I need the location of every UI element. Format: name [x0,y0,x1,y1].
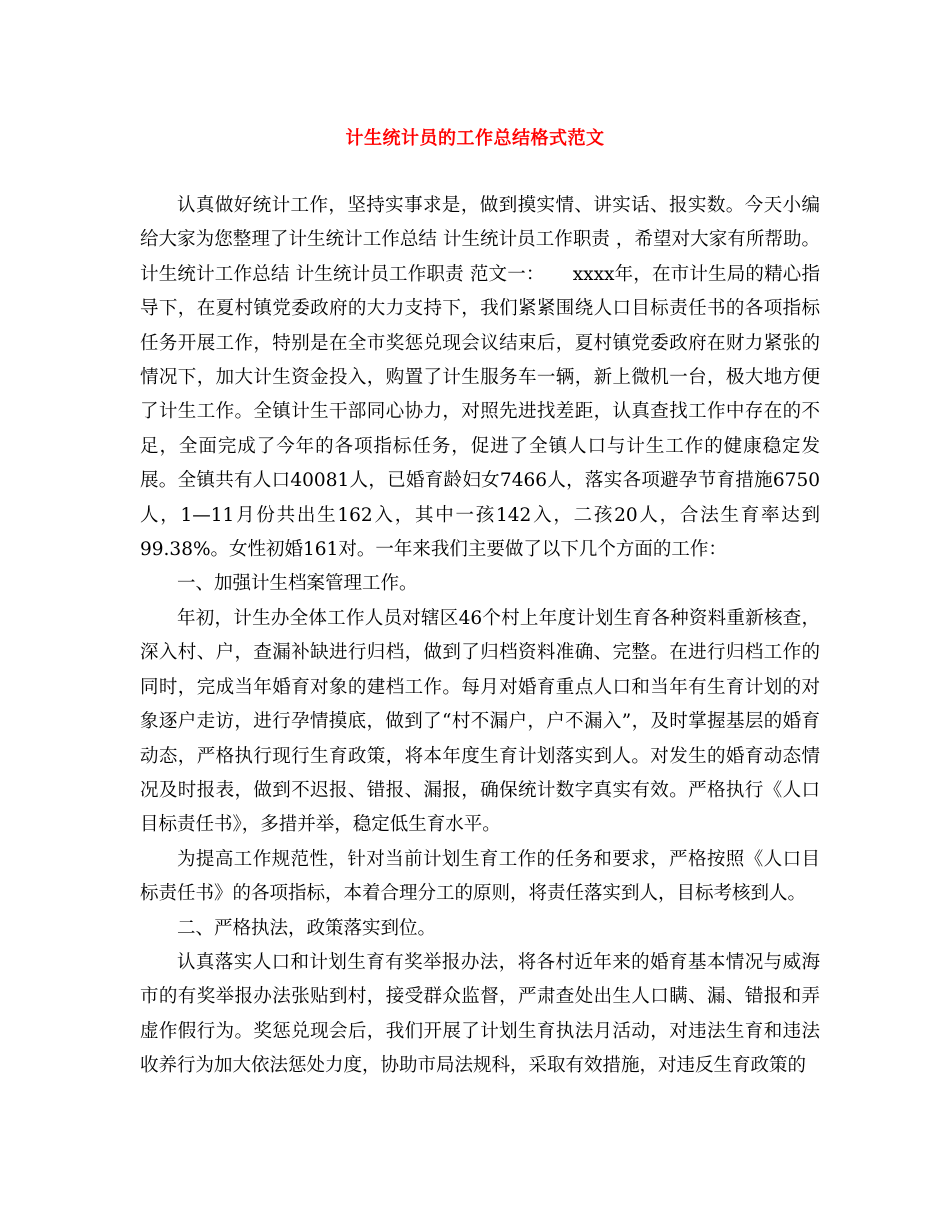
paragraph-archive-work: 年初，计生办全体工作人员对辖区46个村上年度计划生育各种资料重新核查，深入村、户，查漏补缺进行归档，做到了归档资料准确、完整。在进行归档工作的同时，完成当年婚育对象的建档工作。每月对婚育重点人口和当年有生育计划的对象逐户走访，进行孕情摸底，做到了“村不漏户，户不漏入”，及时掌握基层的婚育动态，严格执行现行生育政策，将本年度生育计划落实到人。对发生的婚育动态情况及时报表，做到不迟报、错报、漏报，确保统计数字真实有效。严格执行《人口目标责任书》，多措并举，稳定低生育水平。 [140,607,820,836]
paragraph-standardization: 为提高工作规范性，针对当前计划生育工作的任务和要求，严格按照《人口目标责任书》的各项指标，本着合理分工的原则，将责任落实到人，目标考核到人。 [140,848,820,905]
paragraph-intro: 认真做好统计工作，坚持实事求是，做到摸实情、讲实话、报实数。今天小编给大家为您整理了计生统计工作总结 计生统计员工作职责 ，希望对大家有所帮助。计生统计工作总结 计生统计员工作职责 范文一： xxxx年，在市计生局的精心指导下，在夏村镇党委政府的大力支持下，我们紧紧围绕人口目标责任书的各项指标任务开展工作，特别是在全市奖惩兑现会议结束后，夏村镇党委政府在财力紧张的情况下，加大计生资金投入，购置了计生服务车一辆，新上微机一台，极大地方便了计生工作。全镇计生干部同心协力，对照先进找差距，认真查找工作中存在的不足，全面完成了今年的各项指标任务，促进了全镇人口与计生工作的健康稳定发展。全镇共有人口40081人，已婚育龄妇女7466人，落实各项避孕节育措施6750人，1—11月份共出生162入，其中一孩142入，二孩20人，合法生育率达到99.38%。女性初婚161对。一年来我们主要做了以下几个方面的工作： [140,195,820,561]
document-body [140,189,820,1084]
document-title: 计生统计员的工作总结格式范文 [345,128,605,149]
section-heading-2: 二、严格执法，政策落实到位。 [177,917,437,939]
section-heading-1: 一、加强计生档案管理工作。 [177,573,418,595]
paragraph-law-enforcement: 认真落实人口和计划生育有奖举报办法，将各村近年来的婚育基本情况与威海市的有奖举报办法张贴到村，接受群众监督，严肃查处出生人口瞒、漏、错报和弄虚作假行为。奖惩兑现会后，我们开展了计划生育执法月活动，对违法生育和违法收养行为加大依法惩处力度，协助市局法规科，采取有效措施，对违反生育政策的 [140,951,820,1077]
